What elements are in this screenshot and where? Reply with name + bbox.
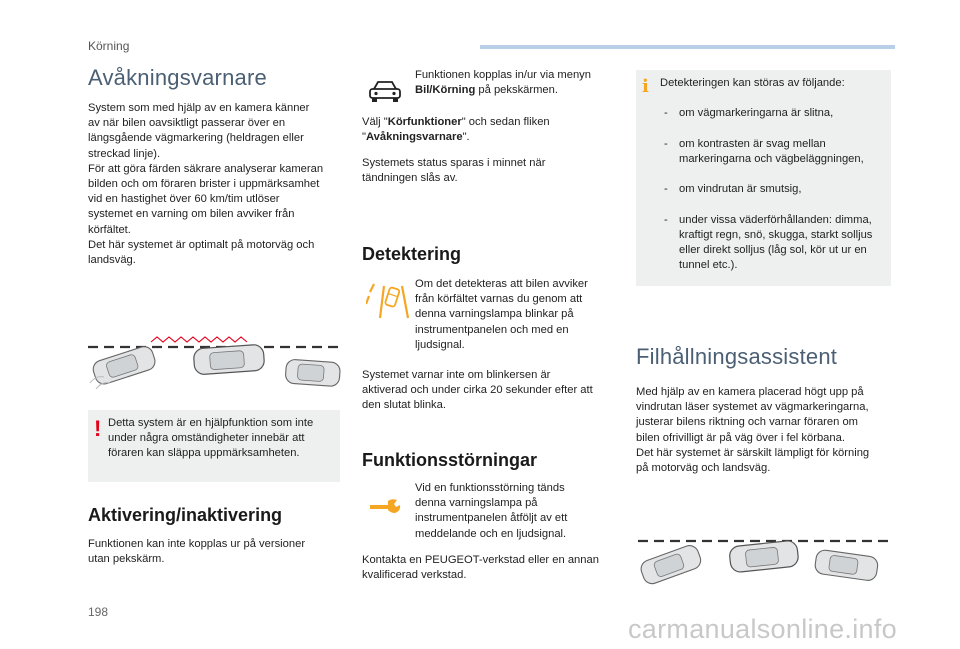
title-lane-keeping-assist: Filhållningsassistent	[636, 344, 838, 369]
info-title: Detekteringen kan störas av följande:	[660, 77, 845, 89]
page-number: 198	[88, 605, 109, 619]
detection-text: Om det detekteras att bilen avviker från körfältet varnas du genom att denna varningslampa blinkar på instrumentpanelen och med en ljudsignal.	[415, 278, 588, 351]
title-lane-departure-warning: Avåkningsvarnare	[88, 65, 267, 90]
menu-path: Bil/Körning	[415, 84, 476, 97]
menu-instruction: Funktionen kopplas in/ur via menyn Bil/Körning på pekskärmen.	[415, 69, 591, 97]
watermark: carmanualsonline.info	[628, 614, 897, 644]
header-accent-bar	[480, 45, 895, 49]
lane-departure-intro: System som med hjälp av en kamera känner av när bilen oavsiktligt passerar över en längsgående vägmarkering (heldragen eller streckad linje). För att göra färden säkrare analyserar kameran bilden och om föraren brister i uppmärksamhet vid en hastighet över 60 km/tim utlöser systemet en varning om bilen avviker från körfältet. Det här systemet är optimalt på motorväg och landsväg.	[88, 102, 324, 267]
warning-text: Detta system är en hjälpfunktion som inte under några omständigheter innebär att föraren kan släppa uppmärksamheten.	[108, 417, 314, 460]
list-item: - om vindrutan är smutsig,	[660, 182, 888, 197]
wrench-icon	[368, 496, 402, 518]
lane-keeping-illustration	[636, 525, 892, 591]
blinker-text: Systemet varnar inte om blinkersen är aktiverad och under cirka 20 sekunder efter att den slutat blinka.	[362, 369, 593, 412]
list-item: - om kontrasten är svag mellan markeringarna och vägbeläggningen,	[660, 137, 888, 167]
title-activation: Aktivering/inaktivering	[88, 505, 283, 525]
section-label: Körning	[88, 39, 130, 53]
title-malfunction: Funktionsstörningar	[362, 450, 537, 470]
contact-text: Kontakta en PEUGEOT-verkstad eller en annan kvalificerad verkstad.	[362, 554, 599, 582]
info-box	[636, 70, 891, 286]
status-text: Systemets status sparas i minnet när tändningen slås av.	[362, 157, 546, 185]
info-content	[660, 76, 888, 289]
list-item: - under vissa väderförhållanden: dimma, kraftigt regn, snö, skugga, starkt solljus eller direkt solljus (låg sol, kör ut ur en tunnel etc.).	[660, 213, 888, 274]
title-detection: Detektering	[362, 244, 462, 264]
lane-departure-warning-lamp-icon	[366, 280, 410, 320]
malfunction-text: Vid en funktionsstörning tänds denna varningslampa på instrumentpanelen åtföljt av ett meddelande och en ljudsignal.	[415, 482, 568, 540]
car-icon	[368, 78, 402, 104]
warning-box	[88, 410, 340, 482]
activation-text: Funktionen kan inte kopplas ur på versioner utan pekskärm.	[88, 538, 306, 566]
select-instruction: Välj "Körfunktioner" och sedan fliken "Avåkningsvarnare".	[362, 116, 550, 144]
exclamation-icon: !	[94, 416, 102, 441]
lane-keeping-text: Med hjälp av en kamera placerad högt upp på vindrutan läser systemet av vägmarkeringarna, justerar bilens riktning och varnar föraren om bilen ofrivilligt är på väg över i fel körbana. Det här systemet är särskilt lämpligt för körning på motorväg och landsväg.	[636, 386, 870, 475]
info-list	[660, 91, 888, 289]
list-item: - om vägmarkeringarna är slitna,	[660, 106, 888, 121]
lane-departure-illustration	[86, 325, 342, 399]
info-icon: i	[642, 76, 649, 97]
